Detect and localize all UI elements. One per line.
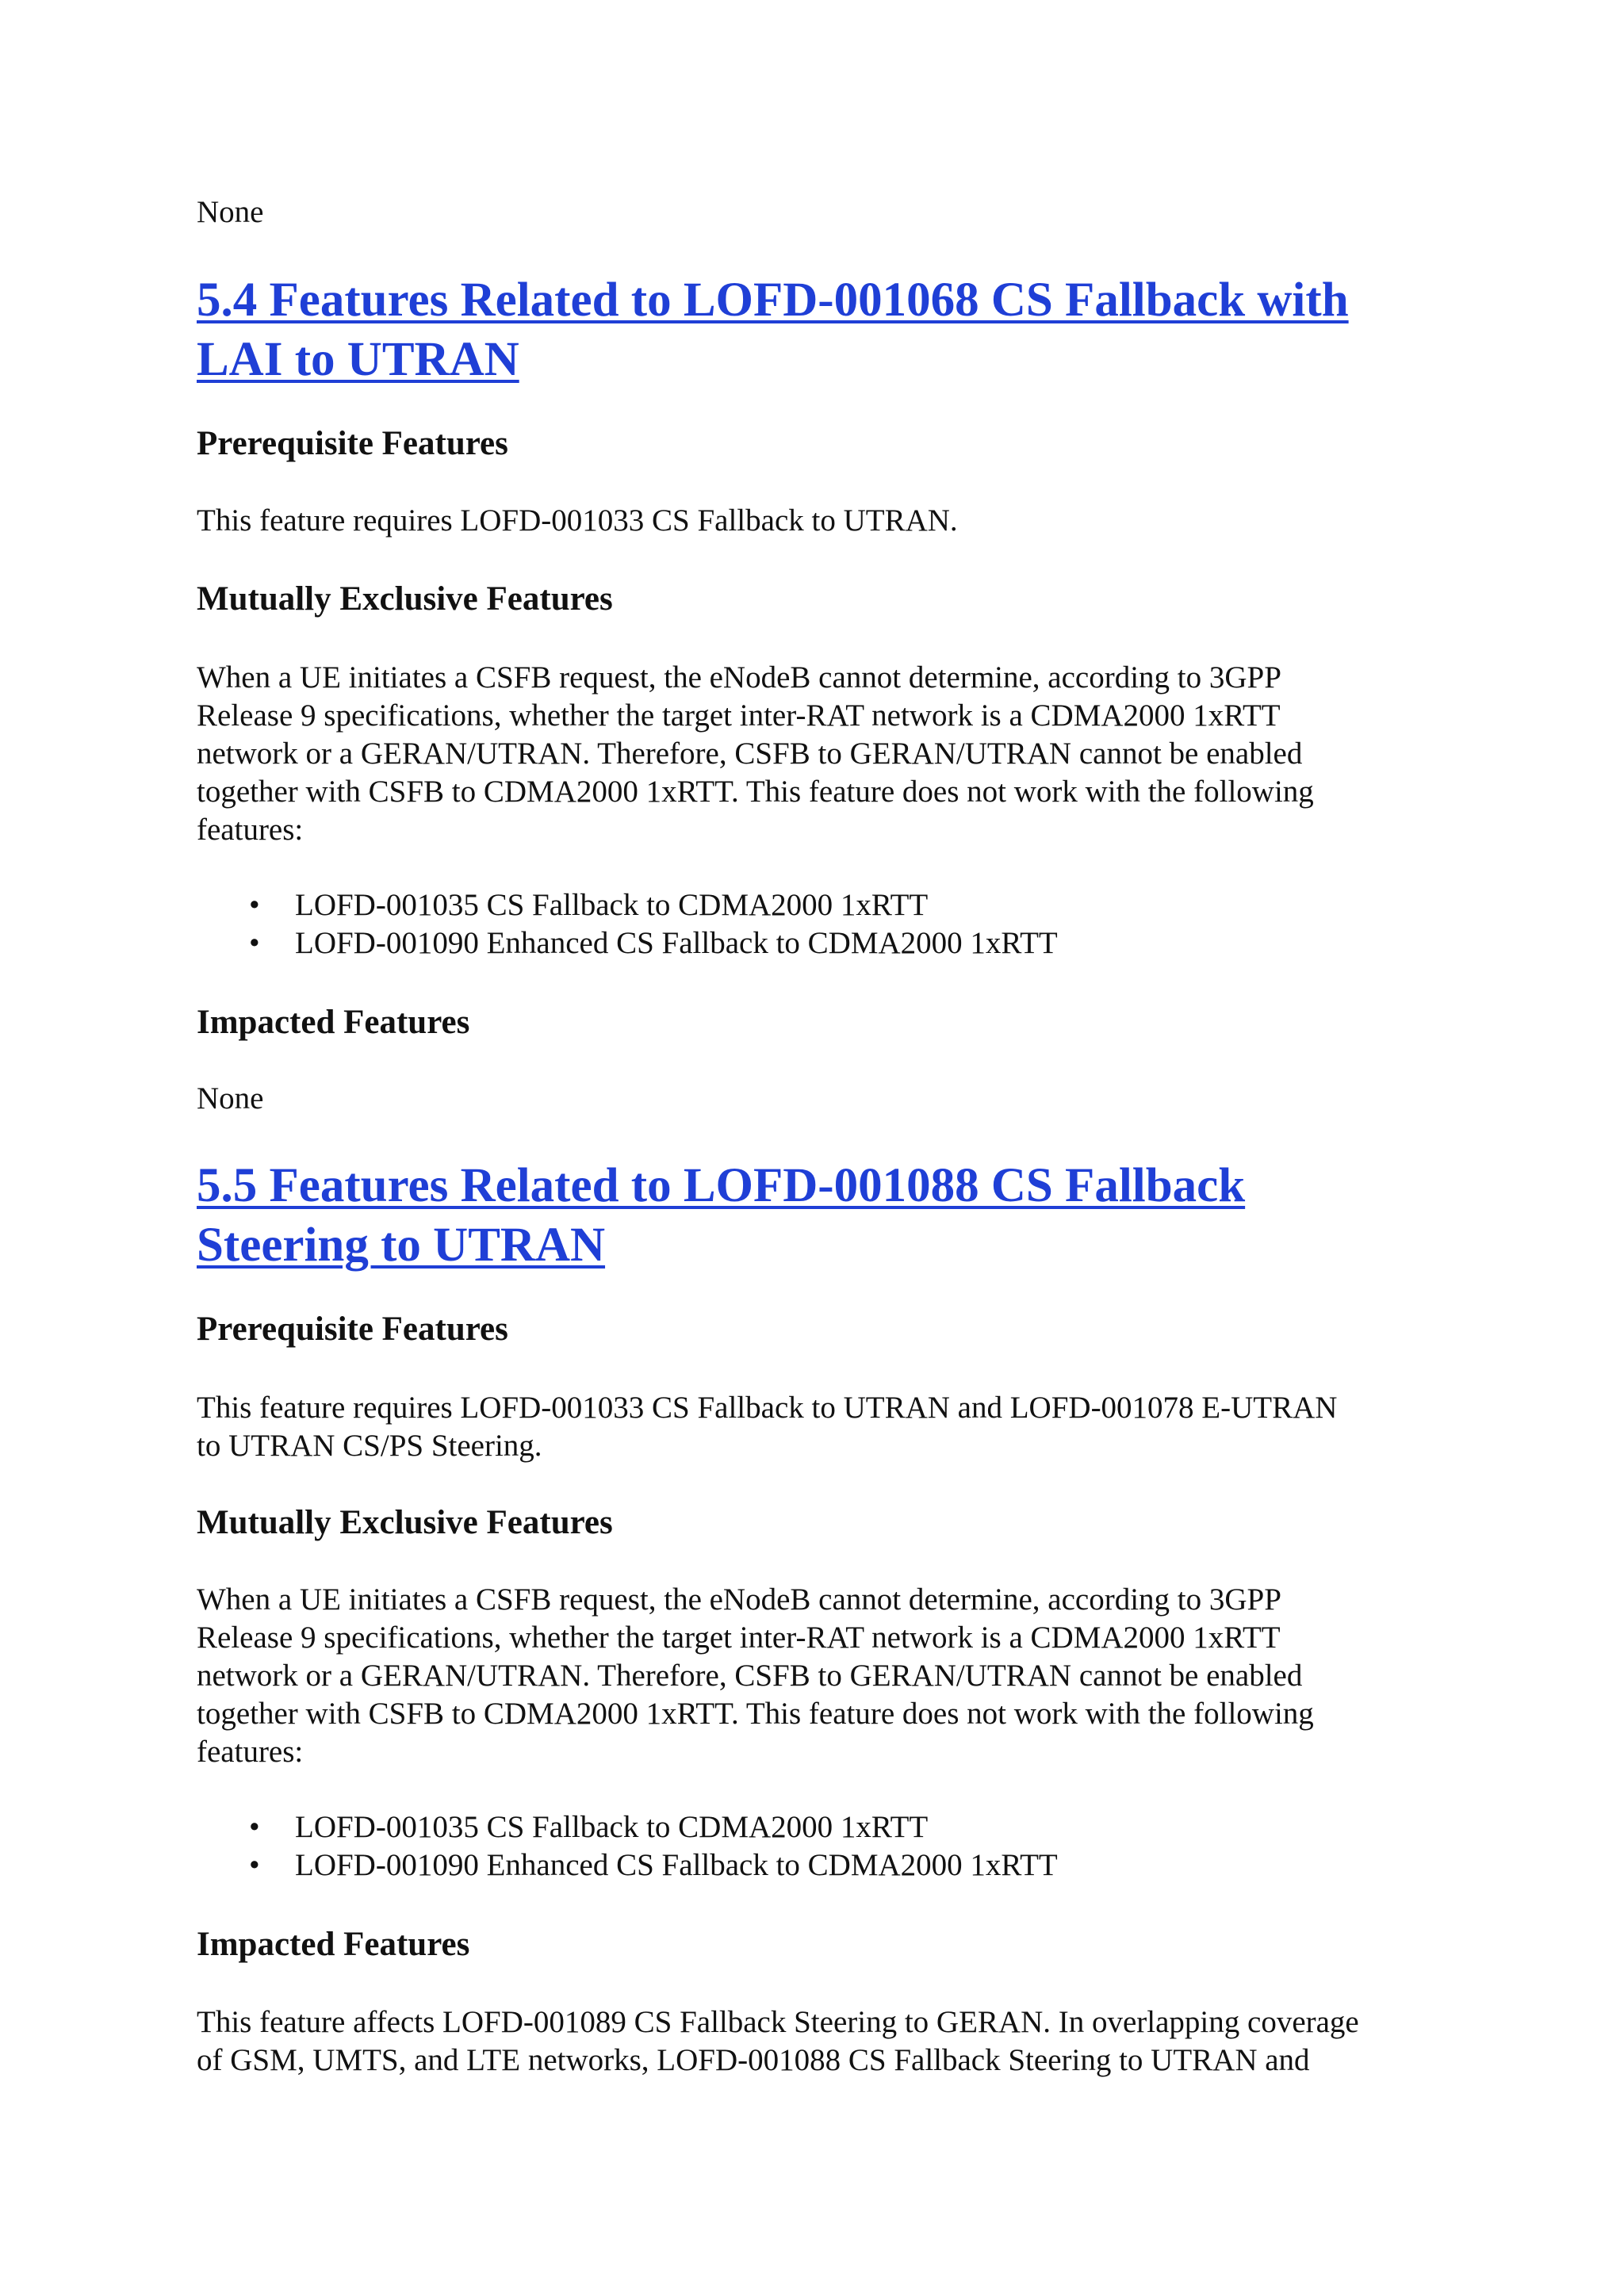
mutex-line: When a UE initiates a CSFB request, the eNodeB cannot determine, according to 3GPP — [197, 1582, 1281, 1617]
mutex-line: Release 9 specifications, whether the target inter-RAT network is a CDMA2000 1xRTT — [197, 1621, 1281, 1655]
bullet-icon: • — [249, 1848, 260, 1882]
mutex-line: features: — [197, 1735, 304, 1769]
bullet-icon: • — [249, 926, 260, 960]
list-item-text: LOFD-001090 Enhanced CS Fallback to CDMA2000 1xRTT — [295, 1848, 1058, 1882]
prerequisite-line: to UTRAN CS/PS Steering. — [197, 1429, 542, 1463]
prerequisite-paragraph — [197, 1389, 1434, 1465]
prerequisite-heading: Prerequisite Features — [197, 1311, 508, 1348]
section-5-5-heading[interactable] — [197, 1156, 1434, 1275]
section-5-4-heading[interactable] — [197, 270, 1434, 389]
section-5-4-heading-line1[interactable]: 5.4 Features Related to LOFD-001068 CS Fallback with — [197, 274, 1349, 327]
mutex-line: together with CSFB to CDMA2000 1xRTT. This feature does not work with the following — [197, 1697, 1314, 1731]
impacted-heading: Impacted Features — [197, 1926, 470, 1963]
mutex-paragraph — [197, 1581, 1434, 1771]
list-item — [197, 886, 1434, 924]
section-5-5-heading-line1[interactable]: 5.5 Features Related to LOFD-001088 CS Fallback — [197, 1159, 1246, 1212]
excluded-features-list — [197, 886, 1434, 962]
section-5-4-heading-line2[interactable]: LAI to UTRAN — [197, 333, 519, 386]
intro-text: None — [197, 195, 264, 229]
list-item-text: LOFD-001035 CS Fallback to CDMA2000 1xRTT — [295, 888, 929, 922]
impacted-paragraph — [197, 2003, 1465, 2080]
mutex-heading: Mutually Exclusive Features — [197, 1504, 613, 1541]
prerequisite-text: This feature requires LOFD-001033 CS Fallback to UTRAN. — [197, 503, 958, 538]
mutex-line: network or a GERAN/UTRAN. Therefore, CSFB to GERAN/UTRAN cannot be enabled — [197, 1659, 1303, 1693]
list-item-text: LOFD-001035 CS Fallback to CDMA2000 1xRTT — [295, 1810, 929, 1844]
mutex-line: When a UE initiates a CSFB request, the eNodeB cannot determine, according to 3GPP — [197, 660, 1281, 695]
mutex-line: together with CSFB to CDMA2000 1xRTT. This feature does not work with the following — [197, 775, 1314, 809]
list-item — [197, 924, 1434, 962]
list-item-text: LOFD-001090 Enhanced CS Fallback to CDMA2000 1xRTT — [295, 926, 1058, 960]
list-item — [197, 1846, 1434, 1885]
prerequisite-line: This feature requires LOFD-001033 CS Fallback to UTRAN and LOFD-001078 E-UTRAN — [197, 1391, 1338, 1425]
impacted-heading: Impacted Features — [197, 1004, 470, 1041]
impacted-line: This feature affects LOFD-001089 CS Fallback Steering to GERAN. In overlapping coverage — [197, 2005, 1359, 2039]
bullet-icon: • — [249, 888, 260, 922]
impacted-line: of GSM, UMTS, and LTE networks, LOFD-001088 CS Fallback Steering to UTRAN and — [197, 2043, 1310, 2077]
bullet-icon: • — [249, 1810, 260, 1844]
section-5-5-heading-line2[interactable]: Steering to UTRAN — [197, 1219, 606, 1272]
excluded-features-list — [197, 1808, 1434, 1885]
mutex-line: features: — [197, 813, 304, 847]
mutex-line: Release 9 specifications, whether the target inter-RAT network is a CDMA2000 1xRTT — [197, 698, 1281, 733]
mutex-heading: Mutually Exclusive Features — [197, 580, 613, 618]
mutex-line: network or a GERAN/UTRAN. Therefore, CSFB to GERAN/UTRAN cannot be enabled — [197, 737, 1303, 771]
mutex-paragraph — [197, 659, 1434, 849]
impacted-text: None — [197, 1081, 264, 1115]
prerequisite-heading: Prerequisite Features — [197, 425, 508, 462]
list-item — [197, 1808, 1434, 1846]
